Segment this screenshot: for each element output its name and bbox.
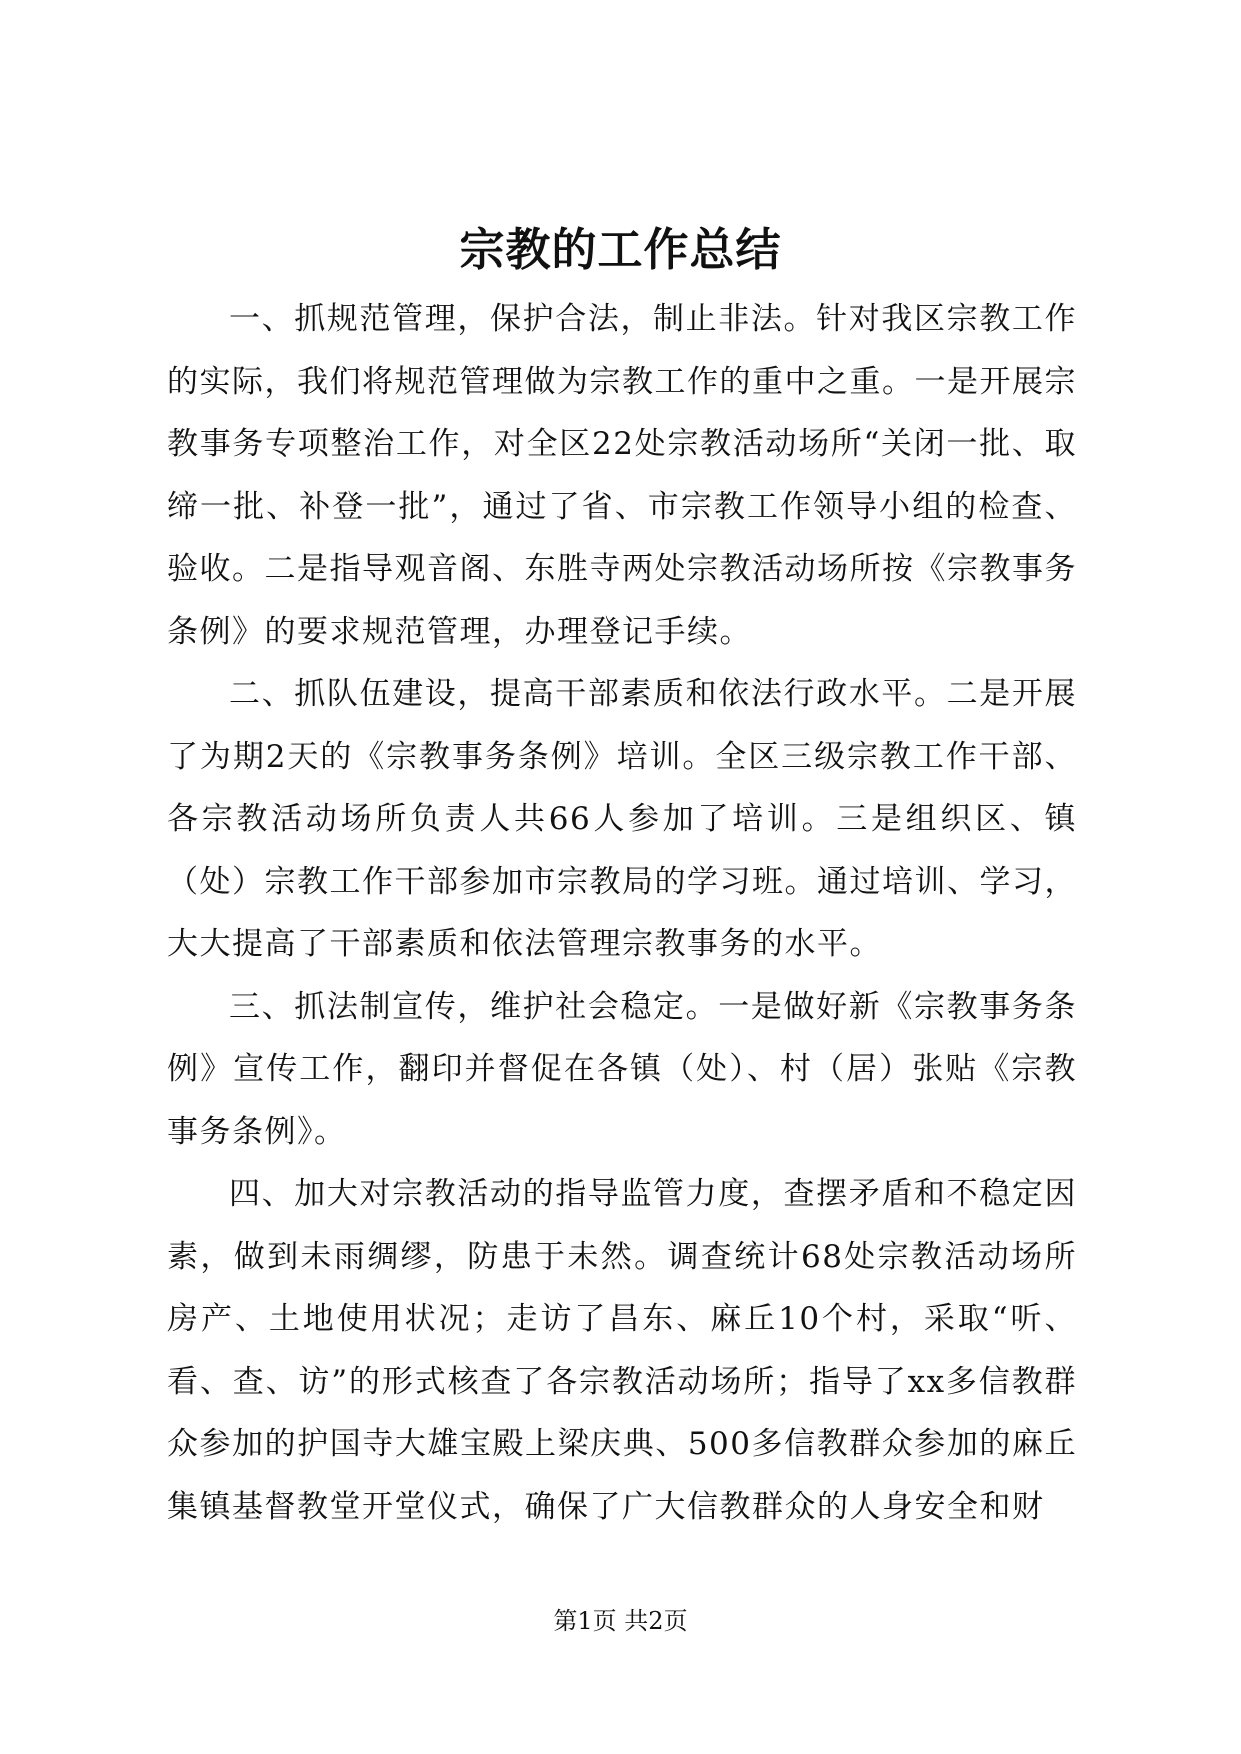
document-title: 宗教的工作总结 — [459, 223, 782, 276]
paragraph-2: 二、抓队伍建设，提高干部素质和依法行政水平。二是开展了为期2天的《宗教事务条例》培训。全区三级宗教工作干部、各宗教活动场所负责人共66人参加了培训。三是组织区、镇（处）宗教工作干部参加市宗教局的学习班。通过培训、学习，大大提高了干部素质和依法管理宗教事务的水平。 — [167, 676, 1077, 962]
page-number-label: 第1页 共2页 — [553, 1607, 688, 1635]
document-body — [167, 288, 1077, 1538]
page-footer — [0, 1606, 1241, 1636]
paragraph-4: 四、加大对宗教活动的指导监管力度，查摆矛盾和不稳定因素，做到未雨绸缪，防患于未然。调查统计68处宗教活动场所房产、土地使用状况；走访了昌东、麻丘10个村，采取“听、看、查、访”的形式核查了各宗教活动场所；指导了xx多信教群众参加的护国寺大雄宝殿上梁庆典、500多信教群众参加的麻丘集镇基督教堂开堂仪式，确保了广大信教群众的人身安全和财 — [167, 1176, 1077, 1525]
paragraph-3: 三、抓法制宣传，维护社会稳定。一是做好新《宗教事务条例》宣传工作，翻印并督促在各镇（处）、村（居）张贴《宗教事务条例》。 — [167, 988, 1077, 1150]
paragraph-1: 一、抓规范管理，保护合法，制止非法。针对我区宗教工作的实际，我们将规范管理做为宗教工作的重中之重。一是开展宗教事务专项整治工作，对全区22处宗教活动场所“关闭一批、取缔一批、补登一批”，通过了省、市宗教工作领导小组的检查、验收。二是指导观音阁、东胜寺两处宗教活动场所按《宗教事务条例》的要求规范管理，办理登记手续。 — [167, 301, 1077, 650]
